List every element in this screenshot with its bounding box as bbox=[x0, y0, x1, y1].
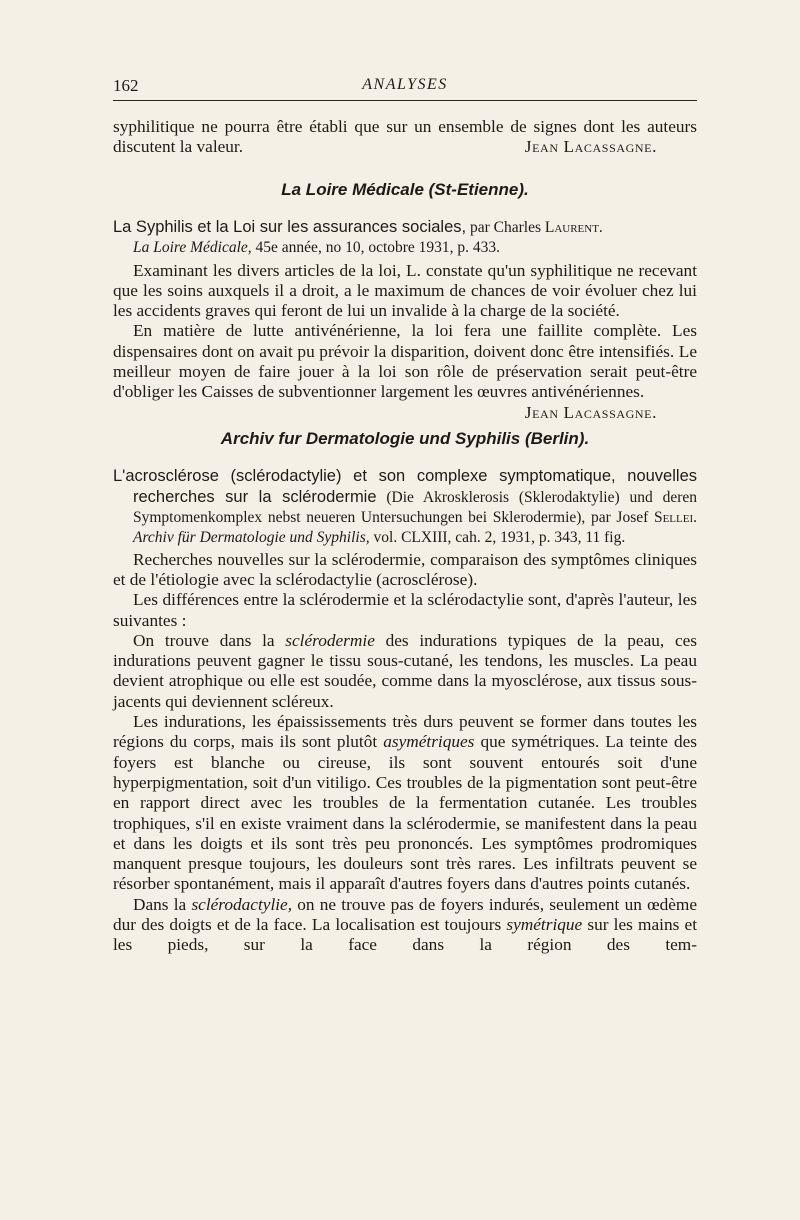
article-author: Sellei. bbox=[653, 508, 697, 526]
article-by: par Charles bbox=[466, 218, 545, 236]
body-paragraph bbox=[113, 895, 697, 956]
paragraph-text: des indurations typiques de la peau, ces indurations peuvent gagner le tissu sous-cutané, les tendons, les muscles. La peau devient atrophique ou elle est soudée, comme dans la myosclérose, aux tissus sous-jacents qui deviennent scléreux. bbox=[113, 630, 698, 711]
page-number: 162 bbox=[113, 76, 139, 95]
paragraph-text: Dans la bbox=[133, 894, 192, 914]
emphasis-term: sclérodermie bbox=[285, 630, 375, 650]
article-source-journal: Archiv für Dermatologie und Syphilis, bbox=[133, 528, 370, 546]
article-reference bbox=[113, 466, 697, 548]
body-paragraph bbox=[113, 321, 697, 422]
article-title: L'acrosclérose (sclérodactylie) et son complexe symptomatique, nouvelles recherches sur la sclérodermie bbox=[113, 466, 697, 506]
body-paragraph: Examinant les divers articles de la loi, L. constate qu'un syphilitique ne recevant que les soins auxquels il a droit, a le maximum de chances de voir évoluer chez lui les accidents graves qui feront de lui un invalide à la charge de la société. bbox=[113, 260, 697, 321]
paragraph-text: on ne trouve pas de foyers indurés, seulement un œdème dur des doigts et de la face. La localisation est toujours bbox=[113, 894, 697, 935]
paragraph-text: On trouve dans la bbox=[133, 630, 286, 650]
page-body bbox=[113, 117, 697, 956]
body-paragraph bbox=[113, 712, 697, 895]
emphasis-term: asymétriques bbox=[383, 732, 475, 752]
paragraph-text: En matière de lutte antivénérienne, la loi fera une faillite complète. Les dispensaires dont on avait pu prévoir la disparition, doivent donc être intensifiés. Le meilleur moyen de faire jouer à la loi son rôle de préservation serait peut-être d'obliger les Caisses de subventionner largement les œuvres antivénériennes. bbox=[113, 321, 697, 402]
signature: Jean Lacassagne. bbox=[524, 137, 657, 157]
article-original-title: (Die Akrosklerosis (Sklerodaktylie) und deren Symptomenkomplex nebst neueren Untersuchungen bei Sklerodermie), par Josef bbox=[133, 488, 697, 526]
body-paragraph bbox=[113, 631, 697, 712]
continued-paragraph bbox=[113, 117, 697, 158]
article-title: La Syphilis et la Loi sur les assurances sociales, bbox=[113, 217, 467, 236]
paragraph-text: sur les mains et les pieds, sur la face dans la région des tem- bbox=[113, 915, 697, 955]
body-paragraph: Les différences entre la sclérodermie et la sclérodactylie sont, d'après l'auteur, les suivantes : bbox=[113, 590, 697, 630]
emphasis-term: symétrique bbox=[506, 915, 583, 935]
header-rule bbox=[113, 100, 697, 101]
paragraph-text: Les indurations, les épaississements très durs peuvent se former dans toutes les régions du corps, mais ils sont plutôt bbox=[113, 712, 697, 752]
article-source-details: 45e année, no 10, octobre 1931, p. 433. bbox=[251, 238, 501, 256]
continued-text: syphilitique ne pourra être établi que sur un ensemble de signes dont les auteurs discutent la valeur. bbox=[113, 117, 697, 157]
signature: Jean Lacassagne. bbox=[524, 402, 657, 422]
page-header bbox=[113, 76, 697, 98]
running-title: ANALYSES bbox=[362, 76, 448, 93]
emphasis-term: sclérodactylie, bbox=[191, 894, 293, 914]
journal-heading: Archiv fur Dermatologie und Syphilis (Berlin). bbox=[220, 428, 590, 448]
article-source-details: vol. CLXIII, cah. 2, 1931, p. 343, 11 fig. bbox=[369, 528, 626, 546]
article-source-journal: La Loire Médicale, bbox=[133, 238, 252, 256]
paragraph-text: que symétriques. La teinte des foyers est blanche ou cireuse, ils sont souvent entourés soit d'une hyperpigmentation, soit d'un vitiligo. Ces troubles de la pigmentation sont peut-être en rapport direct avec les troubles de la fermentation cutanée. Les troubles trophiques, s'il en existe vraiment dans la sclérodermie, se manifestent dans la peau et dans les doigts et ils sont très peu prononcés. Les symptômes prodromiques manquent presque toujours, les douleurs sont très rares. Les infiltrats peuvent se résorber spontanément, mais il apparaît d'autres foyers dans d'autres points cutanés. bbox=[113, 732, 697, 894]
journal-heading: La Loire Médicale (St-Etienne). bbox=[281, 179, 529, 199]
article-author: Laurent. bbox=[544, 218, 603, 236]
article-reference bbox=[113, 217, 697, 258]
body-paragraph: Recherches nouvelles sur la sclérodermie, comparaison des symptômes cliniques et de l'étiologie avec la sclérodactylie (acrosclérose). bbox=[113, 549, 697, 589]
